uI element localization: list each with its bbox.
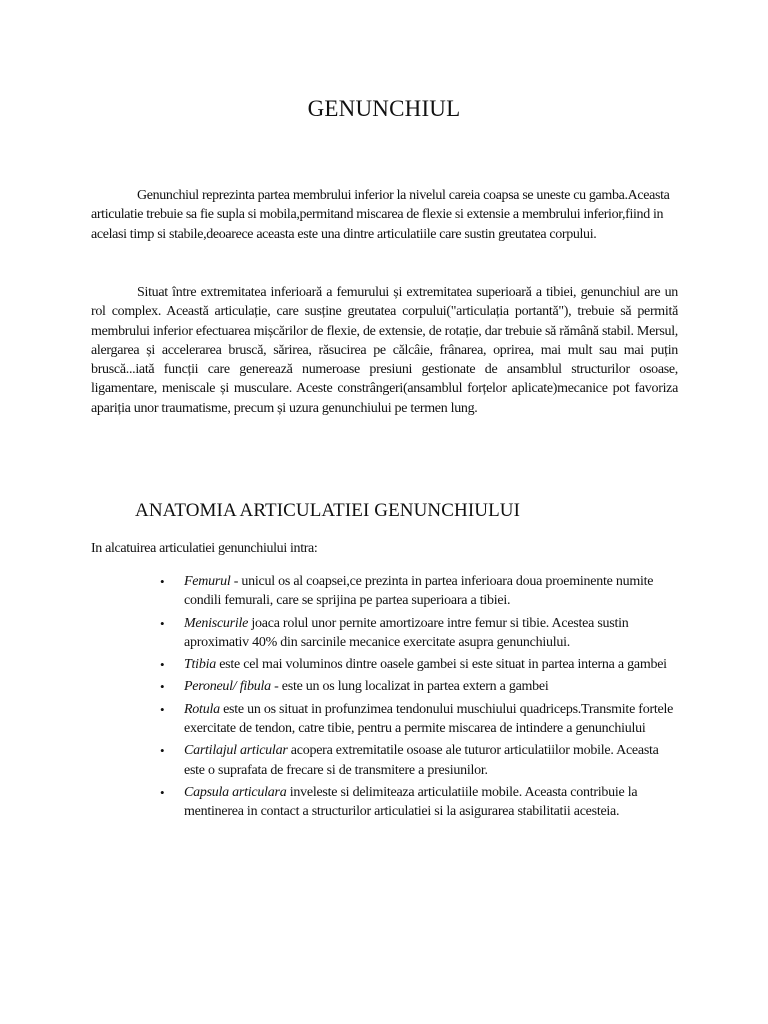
bullet-icon: •	[160, 701, 165, 717]
item-text: inveleste si delimiteaza articulatiile mobile. Aceasta contribuie la mentinerea in contact a structurilor articulatiei si la asigurarea stabilitatii acesteia.	[184, 784, 638, 820]
list-item-capsula	[0, 783, 768, 822]
item-term: Cartilajul articular	[184, 743, 288, 759]
item-text: joaca rolul unor pernite amortizoare intre femur si tibie. Acestea sustin aproximativ 40% din sarcinile mecanice exercitate asupra genunchiului.	[184, 615, 629, 650]
item-text: este un os lung localizat in partea extern a gambei	[281, 679, 549, 695]
item-term: Ttibia	[184, 657, 216, 673]
list-intro: In alcatuirea articulatiei genunchiului intra:	[91, 541, 318, 556]
bullet-icon: •	[160, 784, 165, 800]
bullet-icon: •	[160, 679, 165, 695]
bullet-icon: •	[160, 574, 165, 589]
item-text: este un os situat in profunzimea tendonului muschiului quadriceps.Transmite fortele exercitate de tendon, catre tibie, pentru a permite miscarea de intindere a genunchiului	[184, 701, 674, 737]
item-text: unicul os al coapsei,ce prezinta in partea inferioara doua proeminente numite condili femurali, care se sprijina pe partea superioara a tibiei.	[184, 574, 654, 609]
list-item-cartilaj	[0, 741, 768, 780]
list-item-meniscuri	[0, 614, 768, 653]
paragraph-situation-function: Situat între extremitatea inferioară a femurului și extremitatea superioară a tibiei, genunchiul are un rol complex. Această articulație, care susține greutatea corpului("articulația portantă"), trebuie să permită membrului inferior efectuarea mișcărilor de flexie, de extensie, de rotație, dar trebuie să rămână stabil. Mersul, alergarea și accelerarea bruscă, sărirea, răsucirea pe călcâie, frânarea, oprirea, mai mult sau mai puțin bruscă...iată funcții care generează numeroase presiuni gestionate de ansamblul structurilor osoase, ligamentare, meniscale și musculare. Aceste constrângeri(ansamblul forțelor aplicate)mecanice pot favoriza apariția unor traumatisme, precum și uzura genunchiului pe termen lung.	[91, 285, 678, 416]
item-text: este cel mai voluminos dintre oasele gambei si este situat in partea interna a gambei	[215, 657, 667, 673]
list-item-rotula	[0, 700, 768, 739]
bullet-icon: •	[160, 657, 165, 673]
list-item-tibia	[0, 655, 768, 674]
item-term: Meniscurile	[184, 615, 249, 631]
anatomy-list	[0, 572, 768, 825]
list-item-peroneu	[0, 677, 768, 696]
item-term: Rotula	[184, 701, 220, 717]
bullet-icon: •	[160, 743, 165, 759]
item-term: Femurul -	[184, 574, 242, 589]
item-text: acopera extremitatile osoase ale tuturor articulatiilor mobile. Aceasta este o suprafata de frecare si de transmitere a presiunilor.	[184, 743, 659, 778]
bullet-icon: •	[160, 615, 165, 631]
item-term: Capsula articulara	[184, 784, 287, 800]
page-title: GENUNCHIUL	[307, 96, 461, 121]
section-heading: ANATOMIA ARTICULATIEI GENUNCHIULUI	[135, 500, 521, 521]
paragraph-intro-definition: Genunchiul reprezinta partea membrului inferior la nivelul careia coapsa se uneste cu gamba.Aceasta articulatie trebuie sa fie supla si mobila,permitand miscarea de flexie si extensie a membrului inferior,fiind in acelasi timp si stabile,deoarece aceasta este una dintre articulatiile care sustin greutatea corpului.	[91, 188, 670, 242]
item-term: Peroneul/ fibula -	[184, 679, 282, 695]
list-item-femur	[0, 572, 768, 611]
